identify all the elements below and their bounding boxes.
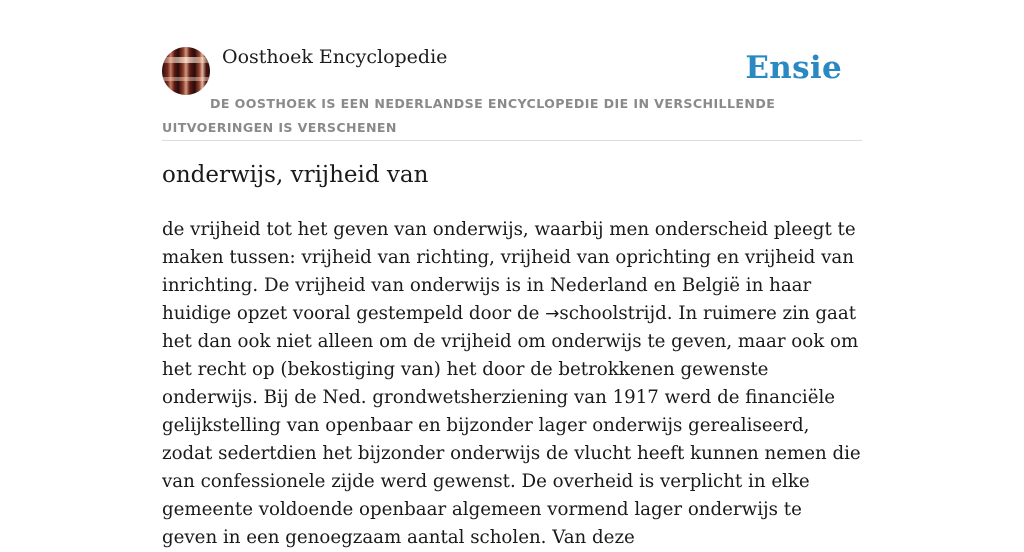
reference-arrow-icon: → [545,304,560,324]
site-tagline: DE OOSTHOEK IS EEN NEDERLANDSE ENCYCLOPEDIE DIE IN VERSCHILLENDE UITVOERINGEN IS VERSCHENEN [162,96,776,135]
article-text-part-1: de vrijheid tot het geven van onderwijs, waarbij men onderscheid pleegt te maken tussen: vrijheid van richting, vrijheid van oprichting en vrijheid van inrichting. De vrijheid van onderwijs is in Nederland en België in haar huidige opzet vooral gestempeld door de [162,219,856,324]
ensie-logo[interactable]: Ensie [745,50,842,86]
article-body [162,216,862,552]
book-spines-icon[interactable] [162,47,210,95]
article-title: onderwijs, vrijheid van [162,162,429,188]
site-name-link[interactable]: Oosthoek Encyclopedie [222,46,448,68]
site-header [162,44,862,141]
article-text-part-2: . In ruimere zin gaat het dan ook niet alleen om de vrijheid om onderwijs te geven, maar ook om het recht op (bekostiging van) het door de betrokkenen gewenste onderwijs. Bij de Ned. grondwetsherziening van 1917 werd de financiële gelijkstelling van openbaar en bijzonder lager onderwijs gerealiseerd, zodat sedertdien het bijzonder onderwijs de vlucht heeft kunnen nemen die van confessionele zijde werd gewenst. De overheid is verplicht in elke gemeente voldoende openbaar algemeen vormend lager onderwijs te geven in een genoegzaam aantal scholen. Van deze [162,303,861,548]
schoolstrijd-link[interactable]: schoolstrijd [559,303,667,324]
